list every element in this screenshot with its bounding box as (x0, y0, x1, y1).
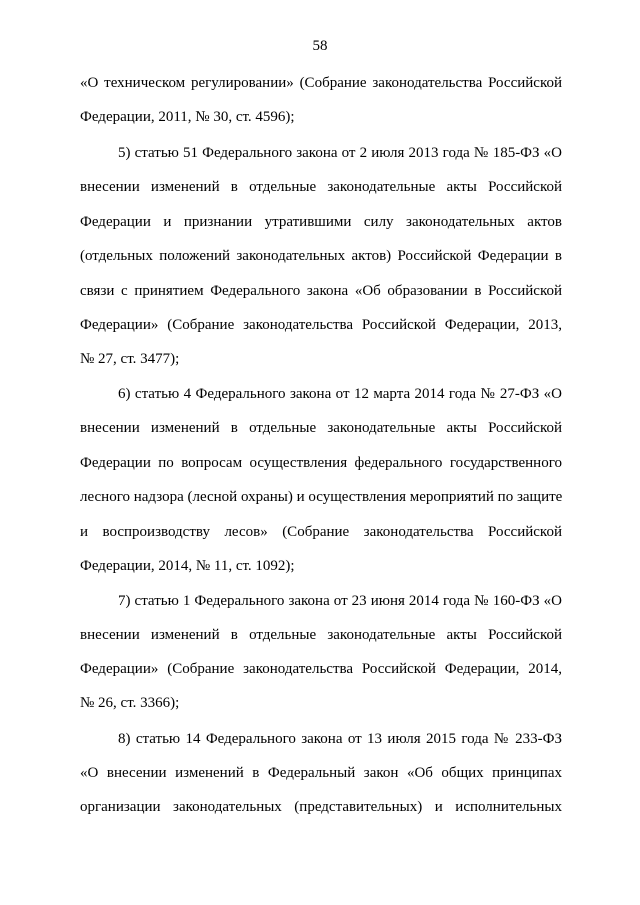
text-line: 8) статью 14 Федерального закона от 13 июля 2015 года № 233-ФЗ (118, 731, 562, 747)
text-line: 7) статью 1 Федерального закона от 23 июня 2014 года № 160-ФЗ «О (118, 593, 562, 609)
text-line: лесного надзора (лесной охраны) и осуществления мероприятий по защите (80, 489, 563, 505)
text-line: Федерации и признании утратившими силу законодательных актов (80, 214, 562, 230)
text-line: Федерации, 2014, № 11, ст. 1092); (80, 558, 295, 574)
text-line: Федерации по вопросам осуществления федерального государственного (80, 455, 562, 471)
text-line: № 26, ст. 3366); (80, 695, 180, 711)
text-line: № 27, ст. 3477); (80, 351, 180, 367)
text-line: внесении изменений в отдельные законодательные акты Российской (80, 179, 562, 195)
text-line: «О внесении изменений в Федеральный закон «Об общих принципах (80, 765, 562, 781)
text-line: связи с принятием Федерального закона «Об образовании в Российской (80, 283, 562, 299)
text-line: (отдельных положений законодательных актов) Российской Федерации в (80, 248, 562, 264)
text-line: «О техническом регулировании» (Собрание законодательства Российской (80, 75, 562, 91)
text-line: 5) статью 51 Федерального закона от 2 июля 2013 года № 185-ФЗ «О (118, 145, 562, 161)
text-line: Федерации» (Собрание законодательства Российской Федерации, 2014, (80, 661, 562, 677)
text-line: Федерации» (Собрание законодательства Российской Федерации, 2013, (80, 317, 562, 333)
text-line: внесении изменений в отдельные законодательные акты Российской (80, 627, 562, 643)
page-number: 58 (312, 38, 328, 54)
text-line: внесении изменений в отдельные законодательные акты Российской (80, 420, 562, 436)
text-line: Федерации, 2011, № 30, ст. 4596); (80, 109, 295, 125)
text-line: организации законодательных (представительных) и исполнительных (80, 799, 562, 815)
text-line: и воспроизводству лесов» (Собрание законодательства Российской (80, 524, 562, 540)
text-line: 6) статью 4 Федерального закона от 12 марта 2014 года № 27-ФЗ «О (118, 386, 562, 402)
